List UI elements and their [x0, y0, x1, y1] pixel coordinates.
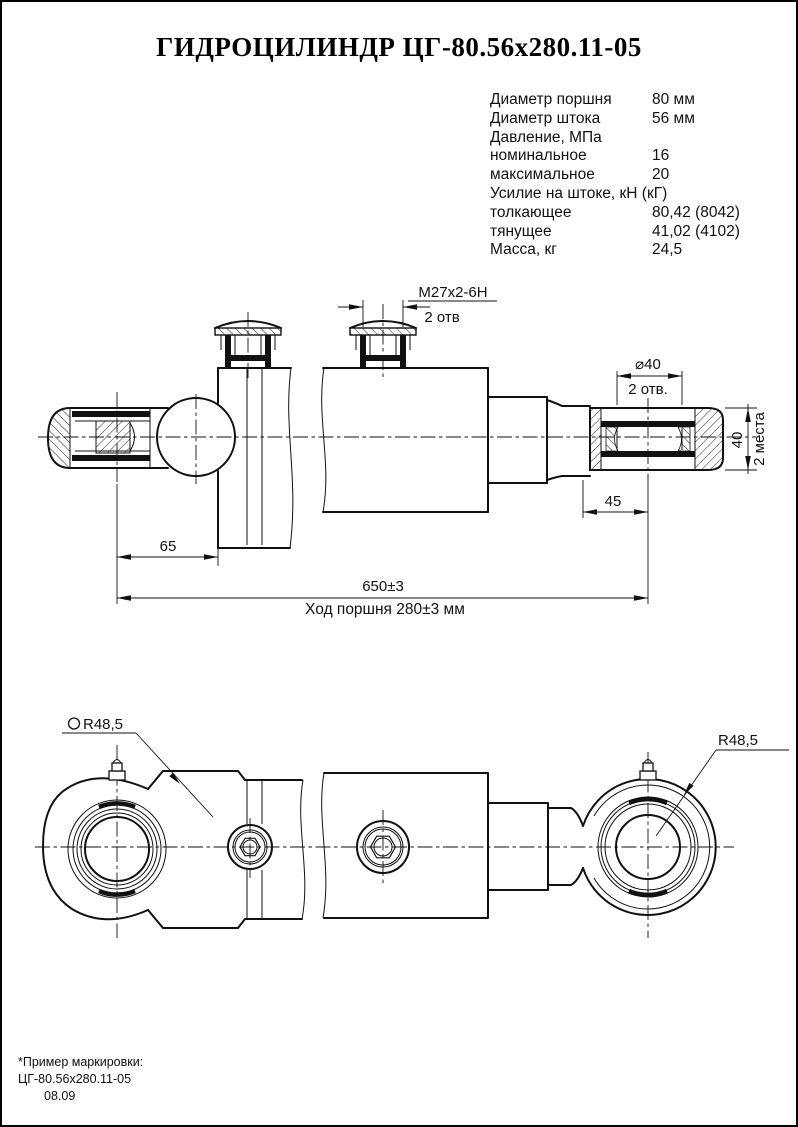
spec-label: номинальное [490, 147, 587, 165]
spec-label: толкающее [490, 203, 572, 221]
grease-nipple-left [109, 760, 125, 781]
dim-length: 650±3 [362, 578, 404, 595]
label-radius [656, 732, 789, 836]
dim-radius-left: R48,5 [83, 716, 124, 733]
top-eye-left [43, 745, 166, 938]
cylinder-body [218, 368, 488, 548]
dim-65: 65 [159, 538, 177, 555]
top-rod [488, 803, 583, 890]
spec-label: Диаметр штока [490, 109, 601, 127]
spec-value: 24,5 [652, 241, 683, 259]
label-sphere-radius [62, 716, 213, 817]
dim-45: 45 [604, 493, 622, 510]
dim-bore-holes: 2 отв. [628, 381, 668, 398]
port-plug-left [215, 312, 281, 380]
sphere-diameter-symbol [69, 718, 80, 729]
footnote-line: ЦГ-80.56х280.11-05 [18, 1072, 132, 1086]
spec-value: 20 [652, 166, 670, 184]
spec-value: 80,42 (8042) [652, 203, 740, 221]
footnote-line: *Пример маркировки: [18, 1055, 144, 1069]
dim-eye-width: 40 [729, 431, 746, 449]
piston-rod [488, 397, 590, 483]
dim-eye-width-places: 2 места [751, 412, 768, 466]
top-bracket [148, 771, 305, 928]
spec-label: Диаметр поршня [490, 91, 612, 108]
spec-label: максимальное [490, 166, 595, 184]
top-body [322, 773, 488, 918]
spec-value: 80 мм [652, 91, 695, 108]
spec-value: 56 мм [652, 109, 695, 127]
spec-label: Давление, МПа [490, 128, 602, 146]
spec-label: Масса, кг [490, 241, 557, 259]
marking-footnote [18, 1054, 143, 1105]
spec-value: 41,02 (4102) [652, 222, 740, 240]
spec-value: 16 [652, 147, 670, 165]
dim-port-holes: 2 отв [424, 309, 460, 326]
grease-nipple-right [640, 760, 656, 781]
rod-eye-right [590, 398, 723, 478]
dim-bore-diameter: ⌀40 [635, 356, 661, 373]
dim-radius-right: R48,5 [718, 732, 759, 749]
spec-label: Усилие на штоке, кН (кГ) [490, 184, 668, 202]
dim-stroke-label: Ход поршня 280±3 мм [305, 601, 465, 618]
top-port-left [228, 818, 272, 878]
top-view-drawing [35, 716, 789, 938]
dim-port-thread: M27x2-6H [418, 284, 488, 301]
footnote-line: 08.09 [44, 1089, 76, 1103]
spec-label: тянущее [490, 222, 552, 240]
page-title: ГИДРОЦИЛИНДР ЦГ-80.56х280.11-05 [156, 32, 642, 62]
